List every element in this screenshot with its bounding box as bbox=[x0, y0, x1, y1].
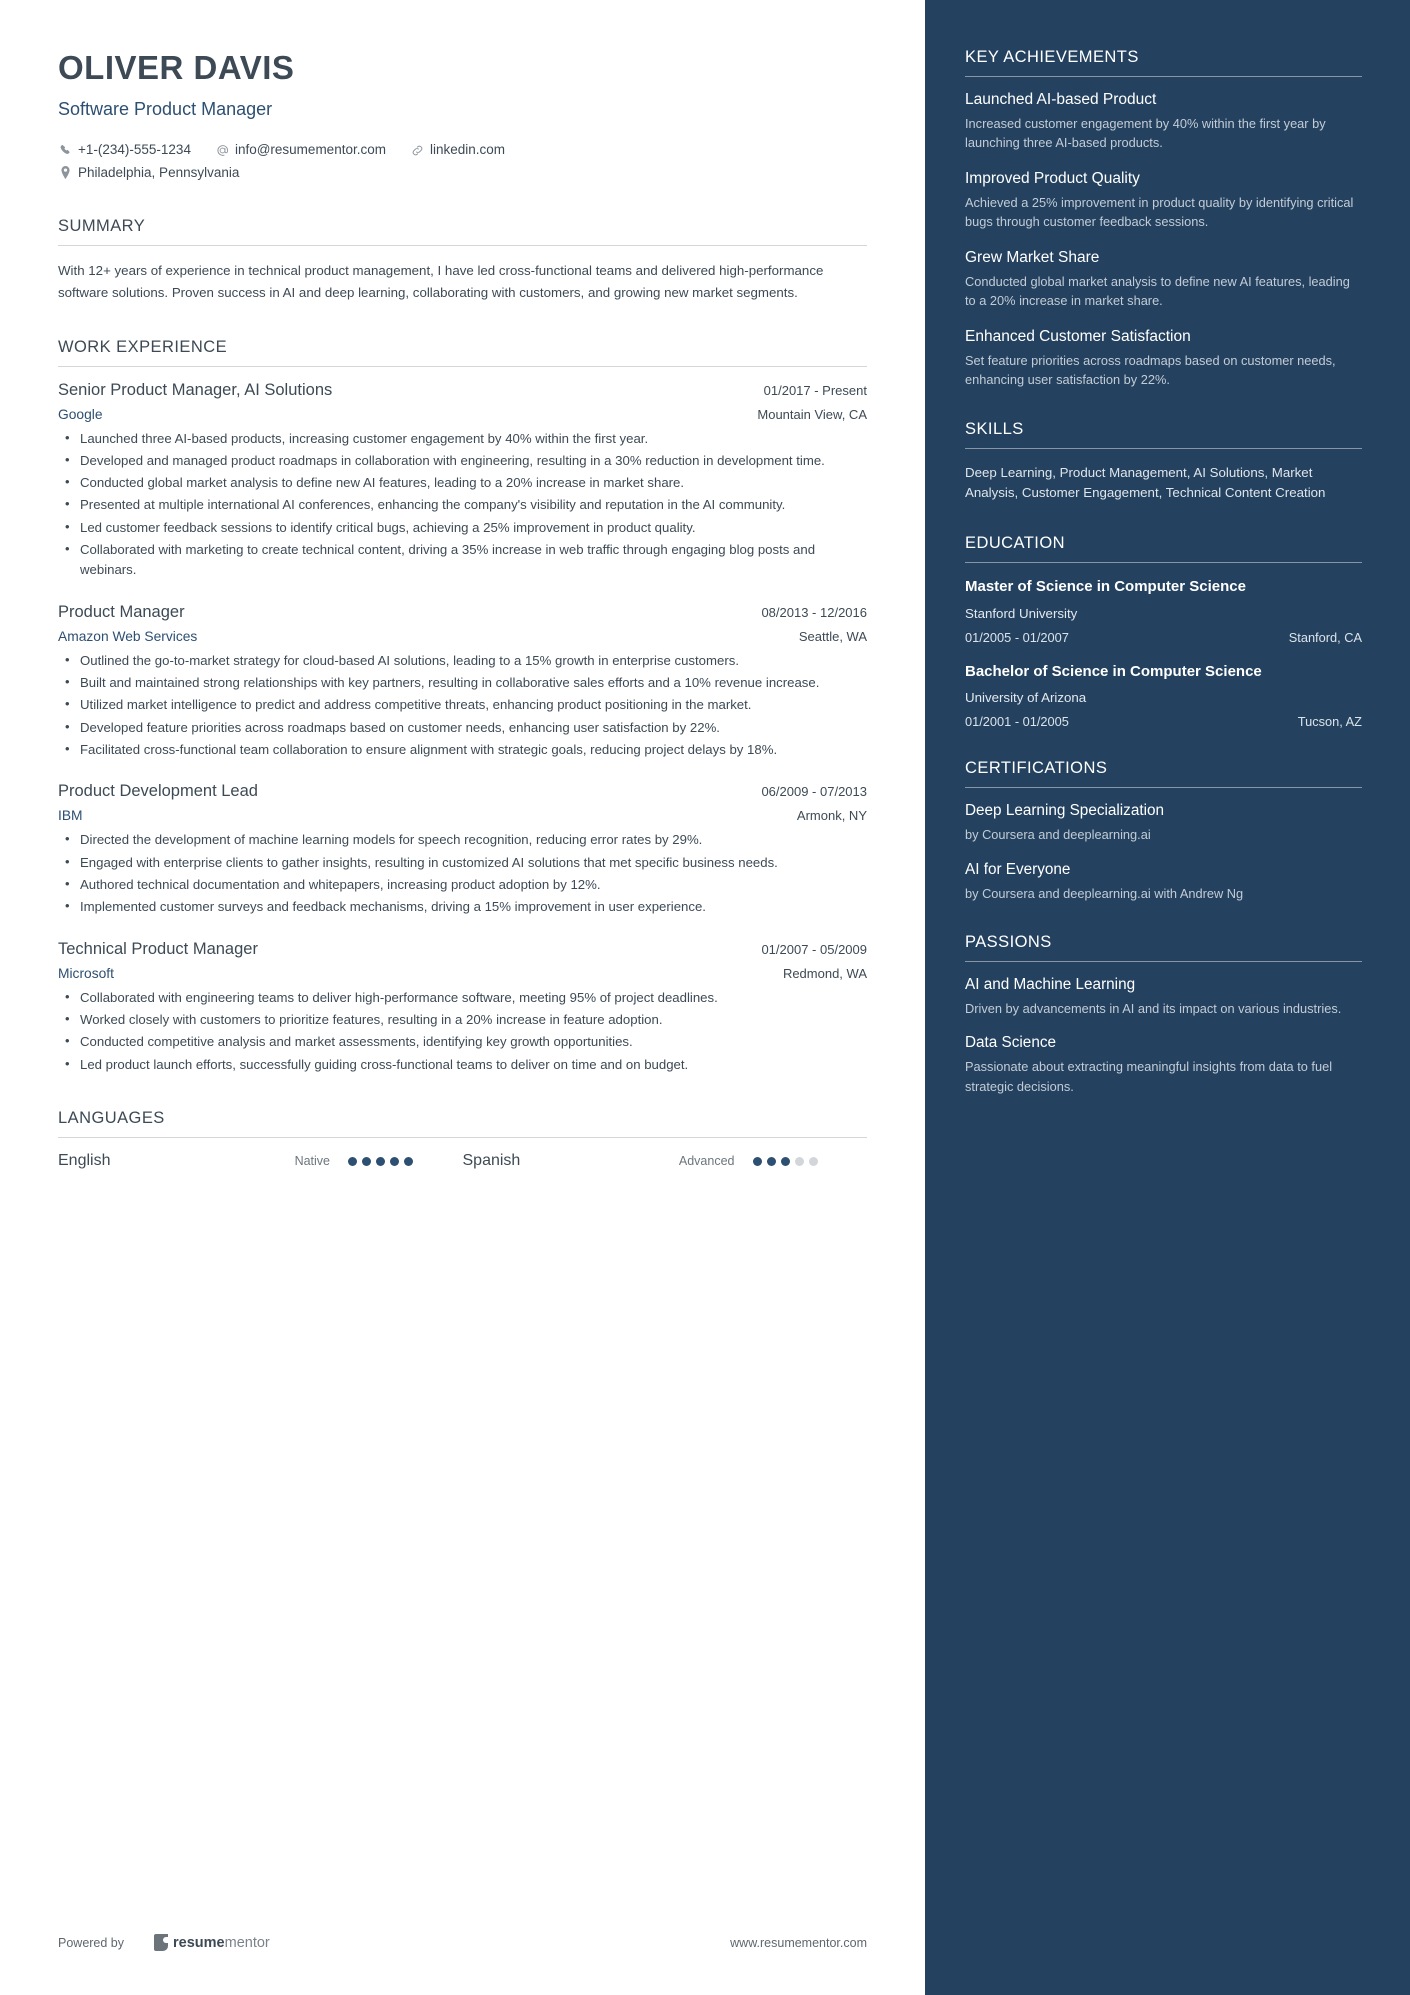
language-level: Advanced bbox=[678, 1154, 735, 1169]
rating-dot bbox=[795, 1157, 804, 1166]
job-company: IBM bbox=[58, 808, 83, 824]
link-icon bbox=[410, 144, 425, 157]
certifications-list bbox=[965, 802, 1362, 902]
passion-item bbox=[965, 1034, 1362, 1096]
phone-icon bbox=[58, 144, 73, 156]
job-bullet: • Built and maintained strong relationships with key partners, resulting in collaborative sales efforts and a 10% revenue increase. bbox=[58, 673, 867, 693]
divider bbox=[965, 76, 1362, 77]
job-bullet-list bbox=[58, 429, 867, 581]
job-bullet: • Developed and managed product roadmaps in collaboration with engineering, resulting in a 30% reduction in development time. bbox=[58, 451, 867, 471]
sidebar bbox=[925, 0, 1410, 1995]
job-date: 01/2017 - Present bbox=[763, 382, 867, 398]
job-bullet: • Utilized market intelligence to predict and address competitive threats, enhancing product positioning in the market. bbox=[58, 695, 867, 715]
section-heading-languages: LANGUAGES bbox=[58, 1109, 165, 1128]
job-bullet-list bbox=[58, 830, 867, 917]
contact-phone-value: +1-(234)-555-1234 bbox=[78, 141, 191, 157]
passion-description: Driven by advancements in AI and its impact on various industries. bbox=[965, 1000, 1342, 1016]
achievement-title: Enhanced Customer Satisfaction bbox=[965, 327, 1191, 345]
job-header bbox=[58, 782, 867, 801]
job-bullet: • Presented at multiple international AI conferences, enhancing the company's visibility and reputation in the AI community. bbox=[58, 495, 867, 515]
job-bullet: • Worked closely with customers to prioritize features, resulting in a 20% increase in feature adoption. bbox=[58, 1010, 867, 1030]
achievement-description: Achieved a 25% improvement in product quality by identifying critical bugs through customer feedback sessions. bbox=[965, 194, 1354, 230]
rating-dot bbox=[781, 1157, 790, 1166]
language-name: English bbox=[58, 1152, 111, 1170]
work-experience-item bbox=[58, 603, 867, 761]
contact-info bbox=[58, 140, 867, 184]
resumementor-logo bbox=[154, 1934, 270, 1951]
work-experience-item bbox=[58, 940, 867, 1075]
achievements-list bbox=[965, 91, 1362, 390]
education-date: 01/2001 - 01/2005 bbox=[965, 714, 1069, 730]
job-header bbox=[58, 603, 867, 622]
education-item bbox=[965, 662, 1362, 730]
rating-dot bbox=[767, 1157, 776, 1166]
education-degree: Bachelor of Science in Computer Science bbox=[965, 662, 1262, 680]
certification-item bbox=[965, 861, 1362, 903]
job-date: 08/2013 - 12/2016 bbox=[761, 604, 867, 620]
passion-description: Passionate about extracting meaningful insights from data to fuel strategic decisions. bbox=[965, 1059, 1333, 1094]
contact-link-value: linkedin.com bbox=[429, 141, 506, 157]
skills-text: Deep Learning, Product Management, AI Solutions, Market Analysis, Customer Engagement, Technical Content Creation bbox=[965, 464, 1326, 501]
achievement-title: Grew Market Share bbox=[965, 248, 1100, 266]
summary-text: With 12+ years of experience in technical product management, I have led cross-functional teams and delivered high-performance software solutions. Proven success in AI and deep learning, collaborating with customers, and growing new market segments. bbox=[58, 263, 824, 300]
job-bullet-list bbox=[58, 651, 867, 761]
job-header bbox=[58, 940, 867, 959]
education-school: University of Arizona bbox=[965, 690, 1087, 706]
passion-item bbox=[965, 976, 1362, 1018]
education-meta bbox=[965, 714, 1362, 729]
job-date: 01/2007 - 05/2009 bbox=[761, 941, 867, 957]
language-rating-dots bbox=[753, 1157, 818, 1166]
certification-title: AI for Everyone bbox=[965, 860, 1071, 878]
section-heading-summary: SUMMARY bbox=[58, 217, 146, 236]
section-key-achievements bbox=[965, 48, 1362, 390]
rating-dot bbox=[362, 1157, 371, 1166]
divider bbox=[58, 245, 867, 246]
job-company: Microsoft bbox=[58, 965, 114, 981]
job-bullet: • Authored technical documentation and whitepapers, increasing product adoption by 12%. bbox=[58, 875, 867, 895]
certification-issuer: by Coursera and deeplearning.ai with Andrew Ng bbox=[965, 885, 1244, 901]
page-title: OLIVER DAVIS bbox=[58, 49, 295, 86]
contact-location bbox=[58, 163, 843, 184]
rating-dot bbox=[404, 1157, 413, 1166]
section-education bbox=[965, 534, 1362, 730]
divider bbox=[58, 366, 867, 367]
section-heading-certifications: CERTIFICATIONS bbox=[965, 759, 1108, 778]
education-item bbox=[965, 577, 1362, 645]
achievement-item bbox=[965, 328, 1362, 390]
job-position: Technical Product Manager bbox=[58, 939, 258, 958]
work-experience-item bbox=[58, 381, 867, 581]
passion-title: Data Science bbox=[965, 1034, 1056, 1052]
rating-dot bbox=[348, 1157, 357, 1166]
language-item bbox=[463, 1152, 868, 1170]
job-bullet-list bbox=[58, 988, 867, 1075]
job-bullet: • Collaborated with marketing to create technical content, driving a 35% increase in web traffic through engaging blog posts and webinars. bbox=[58, 540, 867, 581]
contact-phone bbox=[58, 140, 191, 161]
section-passions bbox=[965, 933, 1362, 1096]
language-rating-dots bbox=[348, 1157, 413, 1166]
header-job-title: Software Product Manager bbox=[58, 98, 273, 119]
job-bullet: • Engaged with enterprise clients to gather insights, resulting in customized AI solutions that met specific business needs. bbox=[58, 853, 867, 873]
education-school: Stanford University bbox=[965, 605, 1078, 621]
education-location: Tucson, AZ bbox=[1297, 714, 1362, 730]
rating-dot bbox=[390, 1157, 399, 1166]
rating-dot bbox=[809, 1157, 818, 1166]
certification-title: Deep Learning Specialization bbox=[965, 802, 1164, 820]
achievement-item bbox=[965, 170, 1362, 232]
powered-by-label: Powered by bbox=[58, 1935, 125, 1950]
languages-list bbox=[58, 1152, 867, 1170]
certification-item bbox=[965, 802, 1362, 844]
achievement-item bbox=[965, 249, 1362, 311]
job-position: Senior Product Manager, AI Solutions bbox=[58, 380, 333, 399]
divider bbox=[965, 448, 1362, 449]
education-degree: Master of Science in Computer Science bbox=[965, 577, 1246, 595]
footer bbox=[58, 1934, 867, 1951]
job-subheader bbox=[58, 629, 867, 644]
job-date: 06/2009 - 07/2013 bbox=[761, 784, 867, 800]
section-certifications bbox=[965, 759, 1362, 902]
section-heading-passions: PASSIONS bbox=[965, 932, 1052, 951]
job-bullet: • Implemented customer surveys and feedback mechanisms, driving a 15% improvement in user experience. bbox=[58, 897, 867, 917]
achievement-description: Set feature priorities across roadmaps based on customer needs, enhancing user satisfaction by 22%. bbox=[965, 352, 1336, 388]
education-list bbox=[965, 577, 1362, 730]
section-skills bbox=[965, 420, 1362, 504]
work-experience-list bbox=[58, 381, 867, 1076]
section-heading-skills: SKILLS bbox=[965, 419, 1024, 438]
brand-name-light: mentor bbox=[224, 1934, 270, 1951]
divider bbox=[965, 562, 1362, 563]
job-subheader bbox=[58, 808, 867, 823]
job-header bbox=[58, 381, 867, 400]
job-subheader bbox=[58, 966, 867, 981]
job-bullet: • Launched three AI-based products, increasing customer engagement by 40% within the first year. bbox=[58, 429, 867, 449]
passion-title: AI and Machine Learning bbox=[965, 975, 1136, 993]
job-location: Mountain View, CA bbox=[757, 406, 867, 422]
rating-dot bbox=[753, 1157, 762, 1166]
job-company: Amazon Web Services bbox=[58, 628, 198, 644]
job-location: Redmond, WA bbox=[782, 965, 867, 981]
education-meta bbox=[965, 630, 1362, 645]
language-level: Native bbox=[294, 1154, 330, 1169]
passions-list bbox=[965, 976, 1362, 1096]
divider bbox=[965, 961, 1362, 962]
job-subheader bbox=[58, 407, 867, 422]
achievement-description: Conducted global market analysis to define new AI features, leading to a 20% increase in market share. bbox=[965, 273, 1350, 309]
footer-website: www.resumementor.com bbox=[730, 1935, 867, 1950]
job-bullet: • Led product launch efforts, successfully guiding cross-functional teams to deliver on time and on budget. bbox=[58, 1055, 867, 1075]
achievement-title: Improved Product Quality bbox=[965, 169, 1140, 187]
section-heading-key-achievements: KEY ACHIEVEMENTS bbox=[965, 48, 1139, 66]
job-company: Google bbox=[58, 406, 103, 422]
job-bullet: • Outlined the go-to-market strategy for cloud-based AI solutions, leading to a 15% growth in enterprise customers. bbox=[58, 651, 867, 671]
job-bullet: • Facilitated cross-functional team collaboration to ensure alignment with strategic goals, reducing project delays by 18%. bbox=[58, 740, 867, 760]
job-location: Armonk, NY bbox=[796, 808, 867, 824]
job-location: Seattle, WA bbox=[798, 628, 867, 644]
contact-link bbox=[410, 140, 505, 161]
section-heading-work-experience: WORK EXPERIENCE bbox=[58, 337, 228, 356]
job-bullet: • Collaborated with engineering teams to deliver high-performance software, meeting 95% of project deadlines. bbox=[58, 988, 867, 1008]
contact-email bbox=[215, 140, 386, 161]
achievement-description: Increased customer engagement by 40% within the first year by launching three AI-based products. bbox=[965, 116, 1326, 151]
brand-name-bold: resume bbox=[173, 1934, 225, 1951]
language-item bbox=[58, 1152, 463, 1170]
achievement-title: Launched AI-based Product bbox=[965, 91, 1157, 108]
powered-by bbox=[58, 1934, 270, 1951]
achievement-item bbox=[965, 91, 1362, 153]
rating-dot bbox=[376, 1157, 385, 1166]
divider bbox=[965, 787, 1362, 788]
contact-email-value: info@resumementor.com bbox=[234, 141, 386, 157]
job-bullet: • Conducted global market analysis to define new AI features, leading to a 20% increase in market share. bbox=[58, 473, 867, 493]
job-position: Product Manager bbox=[58, 602, 185, 621]
job-bullet: • Led customer feedback sessions to identify critical bugs, achieving a 25% improvement in product quality. bbox=[58, 518, 867, 538]
job-bullet: • Directed the development of machine learning models for speech recognition, reducing error rates by 29%. bbox=[58, 830, 867, 850]
at-icon bbox=[215, 144, 230, 157]
contact-location-value: Philadelphia, Pennsylvania bbox=[78, 164, 240, 180]
certification-issuer: by Coursera and deeplearning.ai bbox=[965, 827, 1151, 843]
language-name: Spanish bbox=[462, 1152, 521, 1170]
job-bullet: • Conducted competitive analysis and market assessments, identifying key growth opportunities. bbox=[58, 1032, 867, 1052]
education-date: 01/2005 - 01/2007 bbox=[965, 629, 1069, 645]
education-location: Stanford, CA bbox=[1288, 629, 1362, 645]
location-pin-icon bbox=[58, 166, 73, 179]
job-bullet: • Developed feature priorities across roadmaps based on customer needs, enhancing user satisfaction by 22%. bbox=[58, 718, 867, 738]
section-heading-education: EDUCATION bbox=[965, 533, 1065, 552]
resumementor-mark-icon bbox=[154, 1934, 168, 1951]
divider bbox=[58, 1137, 867, 1138]
job-position: Product Development Lead bbox=[58, 782, 258, 801]
work-experience-item bbox=[58, 782, 867, 917]
